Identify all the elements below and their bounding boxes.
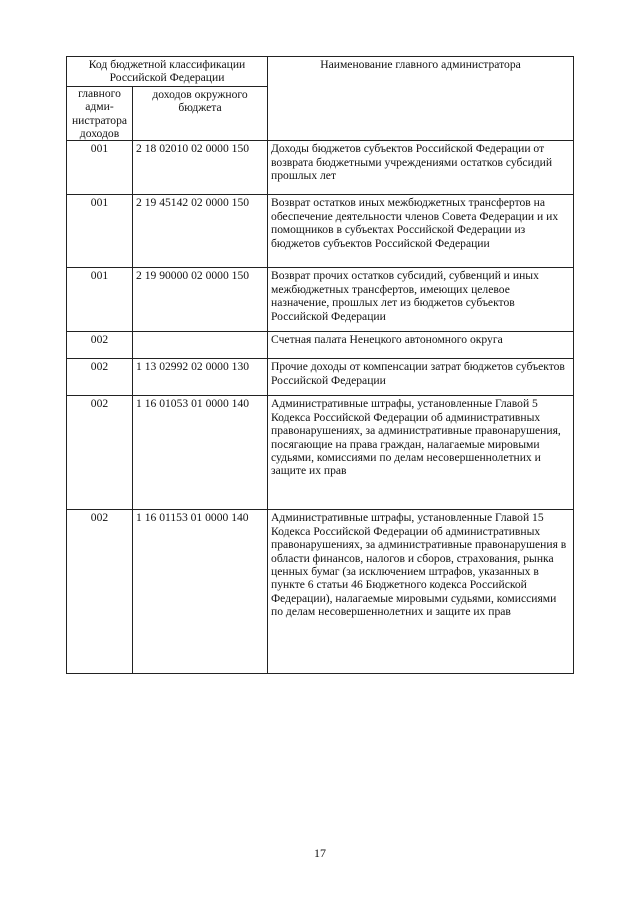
cell-income-code: 2 18 02010 02 0000 150	[133, 141, 268, 195]
cell-admin-code: 002	[67, 359, 133, 396]
cell-administrator-name: Возврат остатков иных межбюджетных трансфертов на обеспечение деятельности членов Совета Федерации и их помощников в субъектах Российской Федерации из бюджетов субъектов Российской Федерации	[268, 195, 574, 268]
header-administrator-name: Наименование главного администратора	[268, 57, 574, 141]
table-row	[67, 268, 574, 332]
table-row	[67, 141, 574, 195]
cell-administrator-name: Административные штрафы, установленные Главой 5 Кодекса Российской Федерации об административных правонарушениях, за административные правонарушения, посягающие на права граждан, налагаемые мировыми судьями, комиссиями по делам несовершеннолетних и защите их прав	[268, 396, 574, 510]
cell-admin-code: 001	[67, 195, 133, 268]
cell-admin-code: 001	[67, 141, 133, 195]
cell-income-code	[133, 332, 268, 359]
cell-administrator-name: Доходы бюджетов субъектов Российской Федерации от возврата бюджетными учреждениями остатков субсидий прошлых лет	[268, 141, 574, 195]
cell-administrator-name: Прочие доходы от компенсации затрат бюджетов субъектов Российской Федерации	[268, 359, 574, 396]
table-row	[67, 195, 574, 268]
table-row	[67, 359, 574, 396]
header-chief-administrator: главного адми-нистратора доходов	[67, 86, 133, 141]
header-budget-classification-code: Код бюджетной классификации Российской Федерации	[67, 57, 268, 87]
table-row	[67, 396, 574, 510]
budget-classification-table	[66, 56, 574, 674]
cell-income-code: 1 16 01153 01 0000 140	[133, 510, 268, 674]
cell-administrator-name: Возврат прочих остатков субсидий, субвенций и иных межбюджетных трансфертов, имеющих целевое назначение, прошлых лет из бюджетов субъектов Российской Федерации	[268, 268, 574, 332]
cell-admin-code: 001	[67, 268, 133, 332]
page-number: 17	[314, 846, 326, 860]
cell-administrator-name: Административные штрафы, установленные Главой 15 Кодекса Российской Федерации об административных правонарушениях, за административные правонарушения в области финансов, налогов и сборов, страхования, рынка ценных бумаг (за исключением штрафов, указанных в пункте 6 статьи 46 Бюджетного кодекса Российской Федерации), налагаемые мировыми судьями, комиссиями по делам несовершеннолетних и защите их прав	[268, 510, 574, 674]
cell-income-code: 1 16 01053 01 0000 140	[133, 396, 268, 510]
cell-income-code: 2 19 45142 02 0000 150	[133, 195, 268, 268]
cell-admin-code: 002	[67, 332, 133, 359]
table-row-section-header	[67, 332, 574, 359]
cell-admin-code: 002	[67, 510, 133, 674]
cell-income-code: 1 13 02992 02 0000 130	[133, 359, 268, 396]
header-district-budget-income: доходов окружного бюджета	[133, 86, 268, 141]
cell-administrator-name: Счетная палата Ненецкого автономного округа	[268, 332, 574, 359]
cell-income-code: 2 19 90000 02 0000 150	[133, 268, 268, 332]
cell-admin-code: 002	[67, 396, 133, 510]
table-row	[67, 510, 574, 674]
